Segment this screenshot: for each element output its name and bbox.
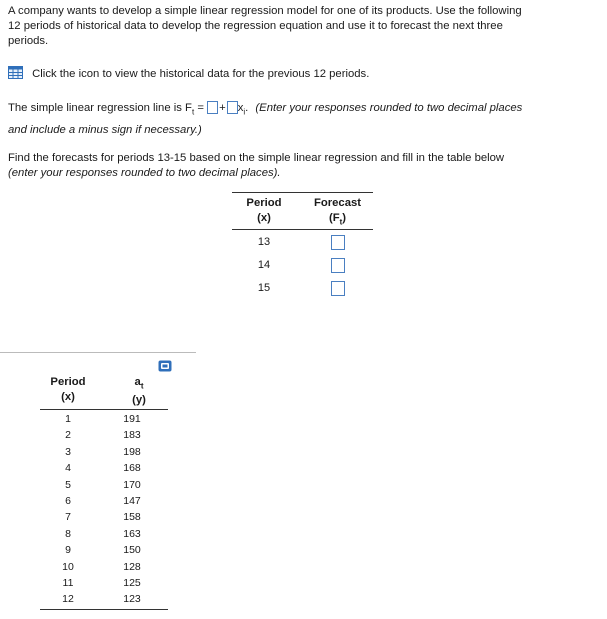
hist-period-cell: 1 (65, 413, 71, 425)
historical-rows (40, 411, 168, 608)
table-row (40, 542, 168, 558)
forecast-period-15: 15 (257, 282, 271, 294)
forecast-sub-suffix: ) (342, 212, 347, 224)
table-row (40, 444, 168, 460)
hist-a-cell: 183 (123, 429, 141, 442)
forecast-period-14: 14 (257, 259, 271, 271)
table-row (232, 235, 373, 257)
table-row (40, 411, 168, 427)
hist-col-period-header (40, 375, 96, 405)
regression-x: x (237, 102, 244, 114)
table-row (40, 575, 168, 591)
regression-sub-t: t (191, 107, 195, 117)
hist-a-cell: 191 (123, 413, 141, 425)
regression-statement (8, 101, 603, 138)
historical-table-top-rule (0, 352, 196, 353)
forecast-sub-prefix: (F (328, 212, 340, 224)
intro-line-1: A company wants to develop a simple linear regression model for one of its products. Use the following (8, 5, 522, 17)
hist-period-cell: 4 (65, 462, 71, 475)
forecast-instructions-line-1: Find the forecasts for periods 13-15 based on the simple linear regression and fill in the table below (8, 152, 505, 164)
data-link-text[interactable]: Click the icon to view the historical data for the previous 12 periods. (32, 68, 370, 80)
hist-a-cell: 147 (123, 494, 141, 507)
hist-period-cell: 5 (65, 478, 71, 491)
copy-icon[interactable] (158, 360, 172, 372)
regression-equals: = (194, 102, 204, 114)
hist-period-cell: 8 (65, 527, 71, 540)
forecast-table-header-rule (232, 229, 373, 230)
table-row (40, 460, 168, 476)
hist-col-period-sub: (x) (61, 391, 75, 403)
table-row (40, 559, 168, 575)
forecast-period-13: 13 (257, 236, 271, 248)
intro-line-2: 12 periods of historical data to develop the regression equation and use it to forecast the next three (8, 20, 503, 32)
hist-a-cell: 168 (123, 462, 141, 475)
hist-period-cell: 9 (65, 544, 71, 557)
hist-a-cell: 125 (123, 576, 141, 589)
hist-col-a-header (110, 375, 168, 408)
table-row (40, 477, 168, 493)
forecast-col-forecast-label: Forecast (313, 197, 362, 209)
table-row (40, 493, 168, 509)
regression-note-1: (Enter your responses rounded to two decimal places (255, 102, 523, 114)
table-grid-icon[interactable] (8, 66, 23, 79)
table-row (232, 258, 373, 280)
problem-intro (8, 4, 603, 49)
regression-period: . (245, 102, 249, 114)
hist-col-a-sub-t: t (140, 381, 144, 391)
forecast-instructions-line-2: (enter your responses rounded to two decimal places). (8, 167, 281, 179)
forecast-input-13[interactable] (331, 235, 345, 250)
table-row (40, 427, 168, 443)
hist-period-cell: 6 (65, 494, 71, 507)
forecast-col-period-sub: (x) (257, 212, 271, 224)
slope-input[interactable] (227, 101, 238, 114)
hist-period-cell: 7 (65, 511, 71, 524)
hist-period-cell: 3 (65, 445, 71, 458)
historical-data-table (0, 352, 198, 614)
hist-col-period-label: Period (50, 376, 86, 388)
regression-plus: + (219, 102, 226, 114)
hist-period-cell: 10 (62, 560, 74, 573)
hist-a-cell: 128 (123, 560, 141, 573)
hist-col-a-sub: (y) (132, 394, 146, 407)
table-row (40, 509, 168, 525)
forecast-instructions (8, 151, 603, 181)
regression-sub-i: i (243, 107, 246, 117)
hist-period-cell: 2 (65, 429, 71, 442)
hist-a-cell: 163 (123, 527, 141, 540)
intro-line-3: periods. (8, 35, 49, 47)
forecast-sub-t: t (339, 217, 343, 227)
historical-table-header-rule (40, 409, 168, 410)
historical-data-link[interactable] (8, 66, 369, 82)
regression-note-2: and include a minus sign if necessary.) (8, 124, 202, 137)
hist-a-cell: 198 (123, 445, 141, 458)
hist-col-a-label: a (134, 376, 141, 388)
historical-table-bottom-rule (40, 609, 168, 610)
forecast-input-15[interactable] (331, 281, 345, 296)
hist-period-cell: 11 (62, 576, 74, 589)
hist-a-cell: 158 (123, 511, 141, 524)
hist-a-cell: 123 (123, 593, 141, 606)
forecast-col-period-label: Period (246, 197, 282, 209)
forecast-table-top-rule (232, 192, 373, 193)
table-row (40, 526, 168, 542)
forecast-col-forecast-header (302, 196, 373, 229)
hist-a-cell: 150 (123, 544, 141, 557)
forecast-col-period-header (232, 196, 296, 226)
regression-prefix: The simple linear regression line is F (8, 102, 192, 114)
hist-period-cell: 12 (62, 593, 74, 606)
forecast-input-14[interactable] (331, 258, 345, 273)
table-row (40, 591, 168, 607)
table-row (232, 281, 373, 303)
intercept-input[interactable] (207, 101, 218, 114)
forecast-col-forecast-sub (302, 211, 373, 229)
hist-a-cell: 170 (123, 478, 141, 491)
